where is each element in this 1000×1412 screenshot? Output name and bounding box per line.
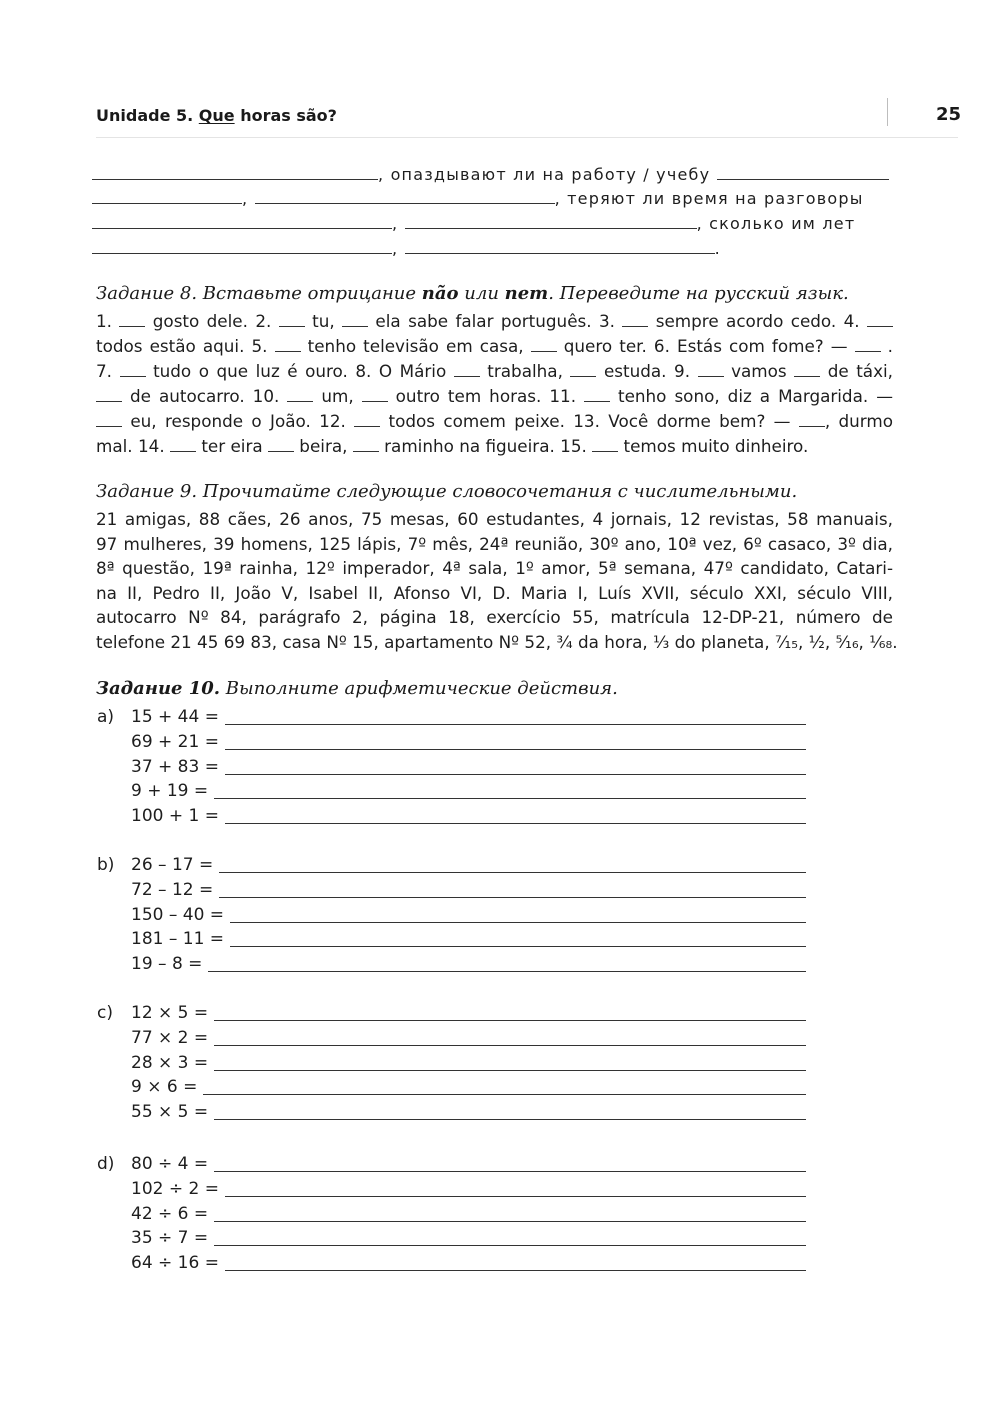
answer-blank[interactable]: [354, 414, 380, 427]
task9-line: autocarro Nº 84, parágrafo 2, página 18, exercício 55, matrícula 12-DP-21, número de: [96, 607, 893, 628]
task10-title-bold: Задание 10.: [96, 678, 221, 699]
answer-line[interactable]: [230, 922, 806, 923]
task8-segment: tenho televisão em casa,: [300, 336, 531, 356]
answer-line[interactable]: [214, 1070, 806, 1071]
task9-line: na II, Pedro II, João V, Isabel II, Afonso VI, D. Maria I, Luís XVII, século XXI, século VIII,: [96, 582, 893, 603]
intro-end: .: [714, 239, 721, 258]
task8-segment: 1.: [96, 311, 120, 331]
task9-line: 8ª questão, 19ª rainha, 12º imperador, 4ª sala, 1º amor, 5ª semana, 47º candidato, Catari-: [96, 558, 893, 579]
answer-line[interactable]: [214, 1119, 806, 1120]
answer-blank[interactable]: [855, 339, 881, 352]
intro-text: , теряют ли время на разговоры: [554, 189, 864, 208]
exercise-expression: 80 ÷ 4 =: [131, 1154, 209, 1174]
answer-blank[interactable]: [287, 389, 313, 402]
answer-blank[interactable]: [454, 364, 480, 377]
exercise-expression: 150 – 40 =: [131, 904, 225, 925]
answer-line[interactable]: [219, 872, 806, 873]
task8-title-part: Задание 8. Вставьте отрицание: [96, 283, 422, 304]
answer-line[interactable]: [225, 749, 806, 750]
task8-segment: de autocarro. 10.: [122, 386, 288, 406]
answer-blank[interactable]: [268, 439, 294, 452]
task9-title: Задание 9. Прочитайте следующие словосочетания с числительными.: [96, 481, 798, 502]
answer-blank[interactable]: [96, 414, 122, 427]
task8-segment: mal. 14.: [96, 436, 170, 456]
intro-sep: ,: [242, 189, 249, 208]
answer-line[interactable]: [214, 1171, 806, 1172]
task8-segment: ela sabe falar português. 3.: [368, 311, 623, 331]
answer-blank[interactable]: [119, 314, 145, 327]
header-divider: [887, 98, 888, 126]
blank[interactable]: [717, 164, 889, 180]
task8-segment: gosto dele. 2.: [145, 311, 279, 331]
exercise-group-letter: a): [97, 707, 115, 727]
intro-text: , опаздывают ли на работу / учебу: [378, 165, 711, 184]
task8-segment: outro tem horas. 11.: [387, 386, 585, 406]
exercise-expression: 69 + 21 =: [131, 731, 219, 752]
task9-line: 97 mulheres, 39 homens, 125 lápis, 7º mês, 24ª reunião, 30º ano, 10ª vez, 6º casaco, 3º dia,: [96, 533, 893, 554]
answer-line[interactable]: [225, 724, 806, 725]
task8-segment: sempre acordo cedo. 4.: [648, 311, 867, 331]
answer-blank[interactable]: [592, 439, 618, 452]
task8-segment: estuda. 9.: [596, 361, 698, 381]
task8-segment: 7.: [96, 361, 120, 381]
task8-line: [96, 411, 893, 431]
answer-blank[interactable]: [120, 364, 146, 377]
exercise-expression: 55 × 5 =: [131, 1102, 209, 1123]
exercise-expression: 19 – 8 =: [131, 954, 203, 975]
intro-sep: ,: [392, 239, 399, 258]
answer-blank[interactable]: [353, 439, 379, 452]
answer-line[interactable]: [219, 897, 806, 898]
answer-line[interactable]: [225, 1196, 806, 1197]
task8-title-nem: nem: [504, 283, 549, 304]
answer-blank[interactable]: [362, 389, 388, 402]
task9-line: telefone 21 45 69 83, casa Nº 15, apartamento Nº 52, ¾ da hora, ⅓ do planeta, ⁷⁄₁₅, ½, ⁵⁄₁₆, ¹⁄₆₈.: [96, 632, 898, 652]
answer-line[interactable]: [214, 1020, 806, 1021]
blank[interactable]: [405, 213, 697, 229]
task8-segment: vamos: [723, 361, 795, 381]
answer-line[interactable]: [225, 1270, 806, 1271]
exercise-expression: 72 – 12 =: [131, 879, 214, 900]
answer-line[interactable]: [214, 1245, 806, 1246]
header-rule: [96, 137, 958, 138]
answer-line[interactable]: [214, 1045, 806, 1046]
task8-line: [96, 436, 808, 456]
answer-line[interactable]: [214, 1221, 806, 1222]
task8-segment: tu,: [304, 311, 343, 331]
blank[interactable]: [92, 238, 392, 254]
task8-segment: raminho na figueira. 15.: [378, 436, 593, 456]
exercise-expression: 15 + 44 =: [131, 707, 219, 727]
exercise-expression: 35 ÷ 7 =: [131, 1228, 209, 1249]
task9-line: 21 amigas, 88 cães, 26 anos, 75 mesas, 60 estudantes, 4 jornais, 12 revistas, 58 manuais,: [96, 509, 893, 529]
intro-sep: ,: [392, 214, 399, 233]
header-title-que: Que: [198, 106, 235, 125]
exercise-expression: 26 – 17 =: [131, 855, 214, 875]
answer-blank[interactable]: [531, 339, 557, 352]
answer-line[interactable]: [225, 774, 806, 775]
page-number: 25: [936, 104, 962, 125]
task10-title-part: Выполните арифметические действия.: [220, 678, 618, 699]
exercise-group-letter: c): [97, 1003, 113, 1023]
task8-segment: tenho sono, diz a Margarida. —: [610, 386, 893, 406]
answer-blank[interactable]: [96, 389, 122, 402]
intro-fill-line-2: [92, 188, 864, 208]
exercise-group-letter: d): [97, 1154, 115, 1174]
intro-text: , сколько им лет: [696, 214, 856, 233]
task8-segment: um,: [313, 386, 362, 406]
exercise-expression: 102 ÷ 2 =: [131, 1178, 219, 1199]
answer-blank[interactable]: [622, 314, 648, 327]
intro-fill-line-4: [92, 238, 721, 258]
blank[interactable]: [92, 188, 242, 204]
task8-segment: eu, responde o João. 12.: [122, 411, 355, 431]
task10-title: [96, 678, 618, 699]
task8-segment: trabalha,: [479, 361, 571, 381]
answer-line[interactable]: [203, 1094, 806, 1095]
task8-line: [96, 386, 893, 406]
blank[interactable]: [405, 238, 715, 254]
answer-blank[interactable]: [342, 314, 368, 327]
exercise-expression: 77 × 2 =: [131, 1027, 209, 1048]
task8-segment: todos estão aqui. 5.: [96, 336, 275, 356]
task8-segment: de táxi,: [820, 361, 893, 381]
blank[interactable]: [255, 188, 555, 204]
blank[interactable]: [92, 213, 392, 229]
answer-line[interactable]: [208, 971, 806, 972]
blank[interactable]: [92, 164, 378, 180]
exercise-expression: 9 × 6 =: [131, 1077, 198, 1098]
task8-segment: tudo o que luz é ouro. 8. O Mário: [145, 361, 454, 381]
intro-fill-line-1: [92, 164, 889, 184]
task8-segment: , durmo: [824, 411, 893, 431]
answer-blank[interactable]: [867, 314, 893, 327]
answer-line[interactable]: [230, 946, 806, 947]
answer-blank[interactable]: [698, 364, 724, 377]
answer-blank[interactable]: [170, 439, 196, 452]
task8-segment: todos comem peixe. 13. Você dorme bem? —: [380, 411, 799, 431]
answer-line[interactable]: [225, 823, 806, 824]
answer-blank[interactable]: [794, 364, 820, 377]
answer-blank[interactable]: [275, 339, 301, 352]
page-header-title: [96, 106, 337, 125]
task8-title-part: или: [458, 283, 505, 304]
intro-fill-line-3: [92, 213, 855, 233]
task8-segment: quero ter. 6. Estás com fome? —: [556, 336, 855, 356]
task8-segment: ter eira: [195, 436, 268, 456]
exercise-expression: 181 – 11 =: [131, 929, 225, 950]
task8-segment: beira,: [293, 436, 353, 456]
task8-segment: .: [880, 336, 894, 356]
exercise-expression: 42 ÷ 6 =: [131, 1203, 209, 1224]
task8-line: [96, 361, 893, 381]
task8-title: [96, 283, 849, 304]
answer-blank[interactable]: [799, 414, 825, 427]
task8-title-part: . Переведите на русский язык.: [548, 283, 849, 304]
task8-segment: temos muito dinheiro.: [618, 436, 809, 456]
exercise-expression: 37 + 83 =: [131, 756, 219, 777]
exercise-expression: 9 + 19 =: [131, 781, 209, 802]
answer-blank[interactable]: [570, 364, 596, 377]
answer-line[interactable]: [214, 798, 806, 799]
header-title-part: horas são?: [234, 106, 337, 125]
exercise-expression: 64 ÷ 16 =: [131, 1253, 219, 1274]
task8-line: [96, 311, 893, 331]
answer-blank[interactable]: [279, 314, 305, 327]
exercise-group-letter: b): [97, 855, 115, 875]
task8-title-nao: não: [421, 283, 459, 304]
task8-line: [96, 336, 893, 356]
answer-blank[interactable]: [584, 389, 610, 402]
exercise-expression: 100 + 1 =: [131, 806, 219, 827]
header-title-part: Unidade 5.: [96, 106, 199, 125]
exercise-expression: 12 × 5 =: [131, 1003, 209, 1023]
exercise-expression: 28 × 3 =: [131, 1052, 209, 1073]
